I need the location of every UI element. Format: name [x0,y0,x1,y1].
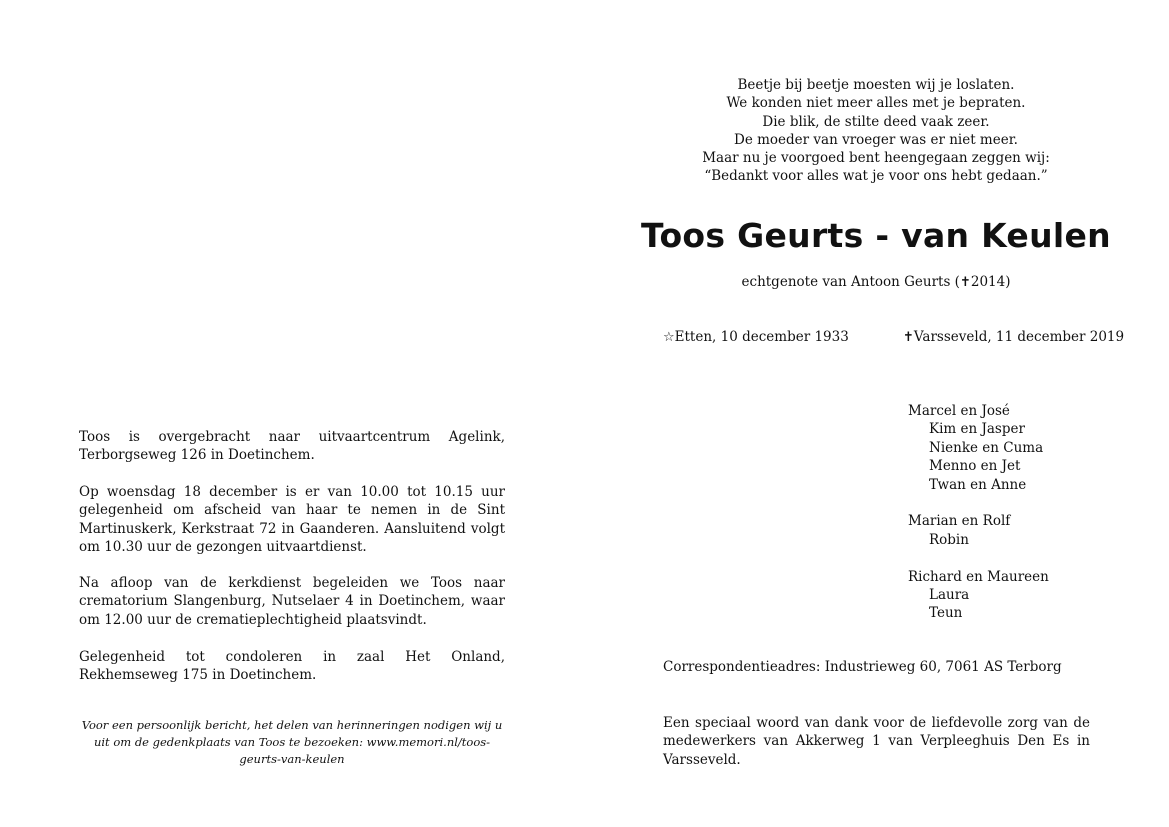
family-child: Kim en Jasper [929,421,1025,438]
family-child: Laura [929,587,970,604]
poem-line: De moeder van vroeger was er niet meer. [734,131,1018,148]
paragraph-condolences: Gelegenheid tot condoleren in zaal Het Onland, Rekhemseweg 175 in Doetinchem. [79,649,505,684]
birth-line [663,329,849,345]
paragraph-cremation: Na afloop van de kerkdienst begeleiden we Toos naar crematorium Slangenburg, Nutselaer 4 in Doetinchem, waar om 12.00 uur de crematieplechtigheid plaatsvindt. [79,575,505,628]
family-child: Robin [929,531,969,548]
spouse-line [624,274,1128,290]
paragraph-transfer: Toos is overgebracht naar uitvaartcentrum Agelink, Terborgseweg 126 in Doetinchem. [79,429,505,464]
cross-icon: ✝ [903,330,914,345]
spouse-suffix: 2014) [970,274,1011,290]
memorial-footnote: Voor een persoonlijk bericht, het delen van herinneringen nodigen wij u uit om de gedenkplaats van Toos te bezoeken: www.memori.nl/toos-geurts-van-keulen [81,718,503,766]
family-parent: Marian en Rolf [908,513,1011,530]
star-icon: ☆ [663,330,675,345]
left-page [0,0,584,827]
family-group [908,512,1049,549]
family-child: Nienke en Cuma [929,439,1044,456]
correspondence-address: Correspondentieadres: Industrieweg 60, 7061 AS Terborg [663,659,1062,675]
poem-line: Maar nu je voorgoed bent heengegaan zeggen wij: [702,150,1050,167]
cross-icon: ✝ [959,275,971,290]
poem-line: We konden niet meer alles met je bepraten. [726,95,1026,112]
spouse-prefix: echtgenote van Antoon Geurts ( [741,274,960,290]
family-child: Twan en Anne [929,476,1027,493]
family-parent: Marcel en José [908,403,1010,419]
family-child: Teun [929,605,963,622]
family-child: Menno en Jet [929,458,1021,475]
birth-text: Etten, 10 december 1933 [674,329,849,345]
poem-line: Die blik, de stilte deed vaak zeer. [762,113,990,130]
thanks-paragraph: Een speciaal woord van dank voor de liefdevolle zorg van de medewerkers van Akkerweg 1 van Verpleeghuis Den Es in Varsseveld. [663,715,1090,768]
poem-line: Beetje bij beetje moesten wij je loslaten. [737,77,1015,93]
family-parent: Richard en Maureen [908,568,1049,585]
family-list [908,402,1049,641]
family-group [908,568,1049,623]
deceased-name: Toos Geurts - van Keulen [641,216,1111,255]
right-page [584,0,1169,827]
paragraph-farewell: Op woensdag 18 december is er van 10.00 tot 10.15 uur gelegenheid om afscheid van haar te nemen in de Sint Martinuskerk, Kerkstraat 72 in Gaanderen. Aansluitend volgt om 10.30 uur de gezongen uitvaartdienst. [79,484,505,556]
death-line [903,329,1124,345]
poem [664,76,1088,186]
poem-line: “Bedankt voor alles wat je voor ons hebt gedaan.” [704,168,1048,185]
death-text: Varsseveld, 11 december 2019 [913,329,1125,345]
family-group [908,402,1049,494]
